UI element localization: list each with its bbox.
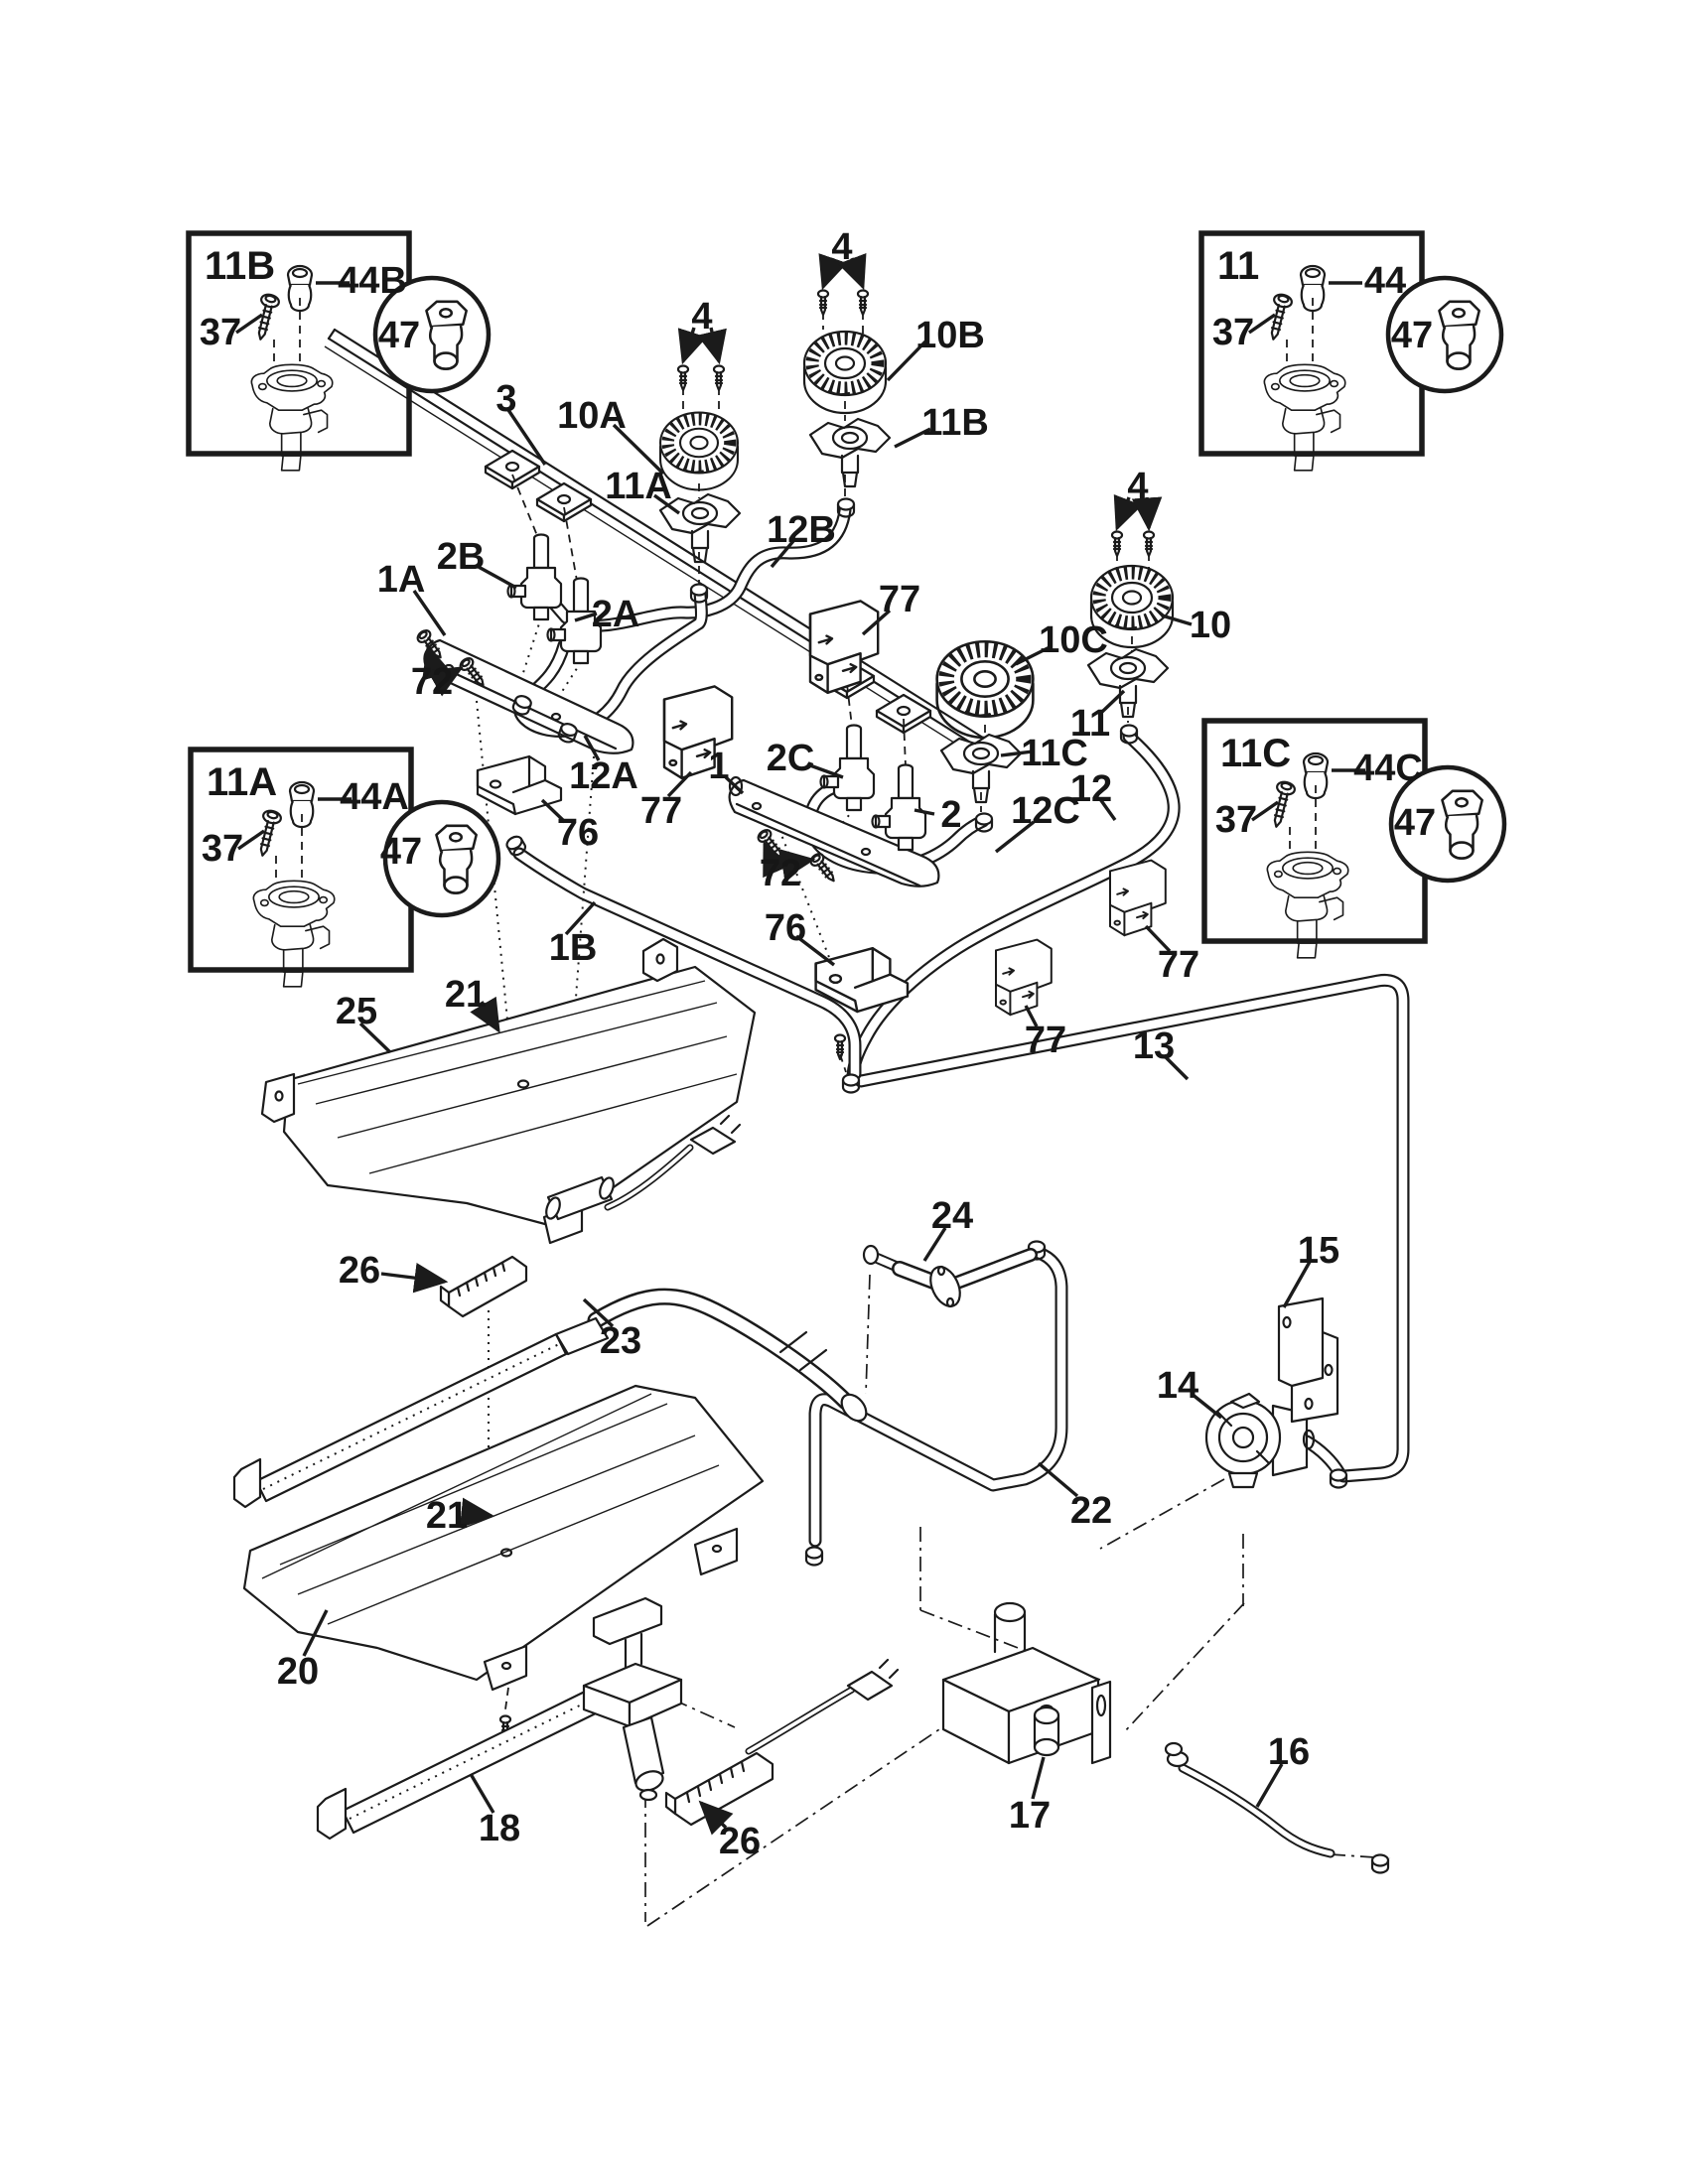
callout-18: 18	[478, 1808, 521, 1849]
callout-23: 23	[599, 1320, 642, 1362]
inset-screw-label: 37	[201, 828, 244, 870]
callout-2C: 2C	[766, 738, 815, 779]
inset-11A	[191, 750, 498, 987]
elbow-fitting-24	[864, 1246, 1031, 1311]
burner-head-10B	[804, 332, 886, 413]
callout-11C: 11C	[1021, 733, 1088, 774]
callout-10B: 10B	[915, 315, 985, 356]
screw-4	[714, 366, 724, 391]
inset-orifice-label: 47	[1390, 315, 1434, 356]
callout-1: 1	[708, 746, 730, 787]
callout-24: 24	[930, 1195, 974, 1237]
callout-77: 77	[1157, 944, 1200, 986]
inset-11	[1201, 233, 1501, 471]
callout-26: 26	[718, 1821, 762, 1862]
inset-title: 11	[1217, 244, 1260, 288]
callout-10A: 10A	[557, 395, 627, 437]
callout-15: 15	[1297, 1230, 1340, 1272]
bracket-77	[1110, 861, 1166, 936]
callout-12: 12	[1069, 768, 1113, 810]
callout-25: 25	[335, 991, 378, 1032]
inset-orifice-label: 47	[379, 831, 423, 873]
callout-76: 76	[556, 812, 600, 854]
inset-cap-label: 44C	[1353, 748, 1423, 789]
burner-base-11B	[810, 419, 890, 486]
tube-nut	[1331, 1470, 1346, 1488]
callout-77: 77	[639, 790, 683, 832]
callout-12C: 12C	[1011, 790, 1080, 832]
screw-4	[858, 291, 868, 316]
screw-4	[818, 291, 828, 316]
callout-2: 2	[940, 794, 962, 836]
callout-10: 10	[1189, 605, 1232, 646]
tube-nut	[976, 814, 992, 832]
callout-72: 72	[410, 661, 454, 703]
burner-valve-2B	[508, 535, 562, 620]
callout-11: 11	[1069, 703, 1111, 745]
callout-22: 22	[1069, 1490, 1113, 1532]
callout-4: 4	[831, 226, 853, 268]
inset-screw-label: 37	[199, 312, 242, 353]
igniter-wire-harness-lower	[749, 1660, 898, 1751]
callout-14: 14	[1156, 1365, 1199, 1407]
inset-screw-label: 37	[1214, 799, 1258, 841]
igniter-strip-26	[441, 1257, 526, 1316]
inset-cap-label: 44B	[338, 260, 407, 302]
callout-11B: 11B	[921, 402, 989, 444]
callout-77: 77	[1024, 1020, 1067, 1061]
inset-cap-label: 44	[1363, 260, 1407, 302]
heat-shield-20	[244, 1386, 763, 1690]
callout-12A: 12A	[569, 755, 638, 797]
inset-title: 11A	[207, 760, 278, 804]
callout-20: 20	[276, 1651, 320, 1693]
callout-13: 13	[1132, 1025, 1176, 1067]
callout-12B: 12B	[767, 509, 836, 551]
inset-screw-label: 37	[1211, 312, 1255, 353]
inset-cap-label: 44A	[340, 776, 409, 818]
tube-fitting	[806, 1548, 822, 1566]
igniter-strip-26-lower	[666, 1753, 773, 1825]
callout-21: 21	[425, 1495, 469, 1537]
oven-safety-valve-17	[943, 1603, 1110, 1763]
callout-26: 26	[338, 1250, 381, 1292]
burner-head-10C	[937, 641, 1034, 738]
inset-title: 11C	[1220, 732, 1292, 775]
burner-valve-2	[873, 765, 926, 851]
pipe-junction-clip	[843, 1075, 859, 1093]
callout-21: 21	[444, 974, 488, 1016]
screw-4	[1112, 532, 1122, 557]
manifold-plate	[537, 483, 591, 521]
manifold-plate	[486, 451, 539, 488]
callout-17: 17	[1008, 1795, 1052, 1837]
callout-11A: 11A	[605, 466, 672, 507]
callout-3: 3	[495, 378, 517, 420]
screw-4	[1144, 532, 1154, 557]
burner-base-11C	[941, 735, 1021, 802]
bracket-77	[996, 940, 1052, 1016]
inset-11C	[1204, 721, 1504, 958]
inset-11B	[189, 233, 489, 471]
callout-76: 76	[764, 907, 807, 949]
callout-2A: 2A	[591, 594, 640, 635]
callout-4: 4	[1127, 466, 1149, 507]
callout-77: 77	[878, 579, 921, 620]
tube-nut	[1372, 1855, 1388, 1873]
mounting-bracket-15	[1279, 1298, 1337, 1422]
inset-title: 11B	[205, 244, 276, 288]
heat-shield-25	[262, 939, 755, 1243]
callout-1B: 1B	[548, 927, 598, 969]
screw-4	[678, 366, 688, 391]
callout-16: 16	[1267, 1731, 1311, 1773]
callout-1A: 1A	[376, 559, 426, 601]
inset-orifice-label: 47	[377, 315, 421, 356]
callout-2B: 2B	[436, 536, 486, 578]
callout-72: 72	[759, 853, 802, 894]
callout-10C: 10C	[1039, 619, 1108, 661]
inset-orifice-label: 47	[1393, 802, 1437, 844]
callout-4: 4	[691, 296, 713, 338]
burner-base-11A	[660, 494, 740, 562]
